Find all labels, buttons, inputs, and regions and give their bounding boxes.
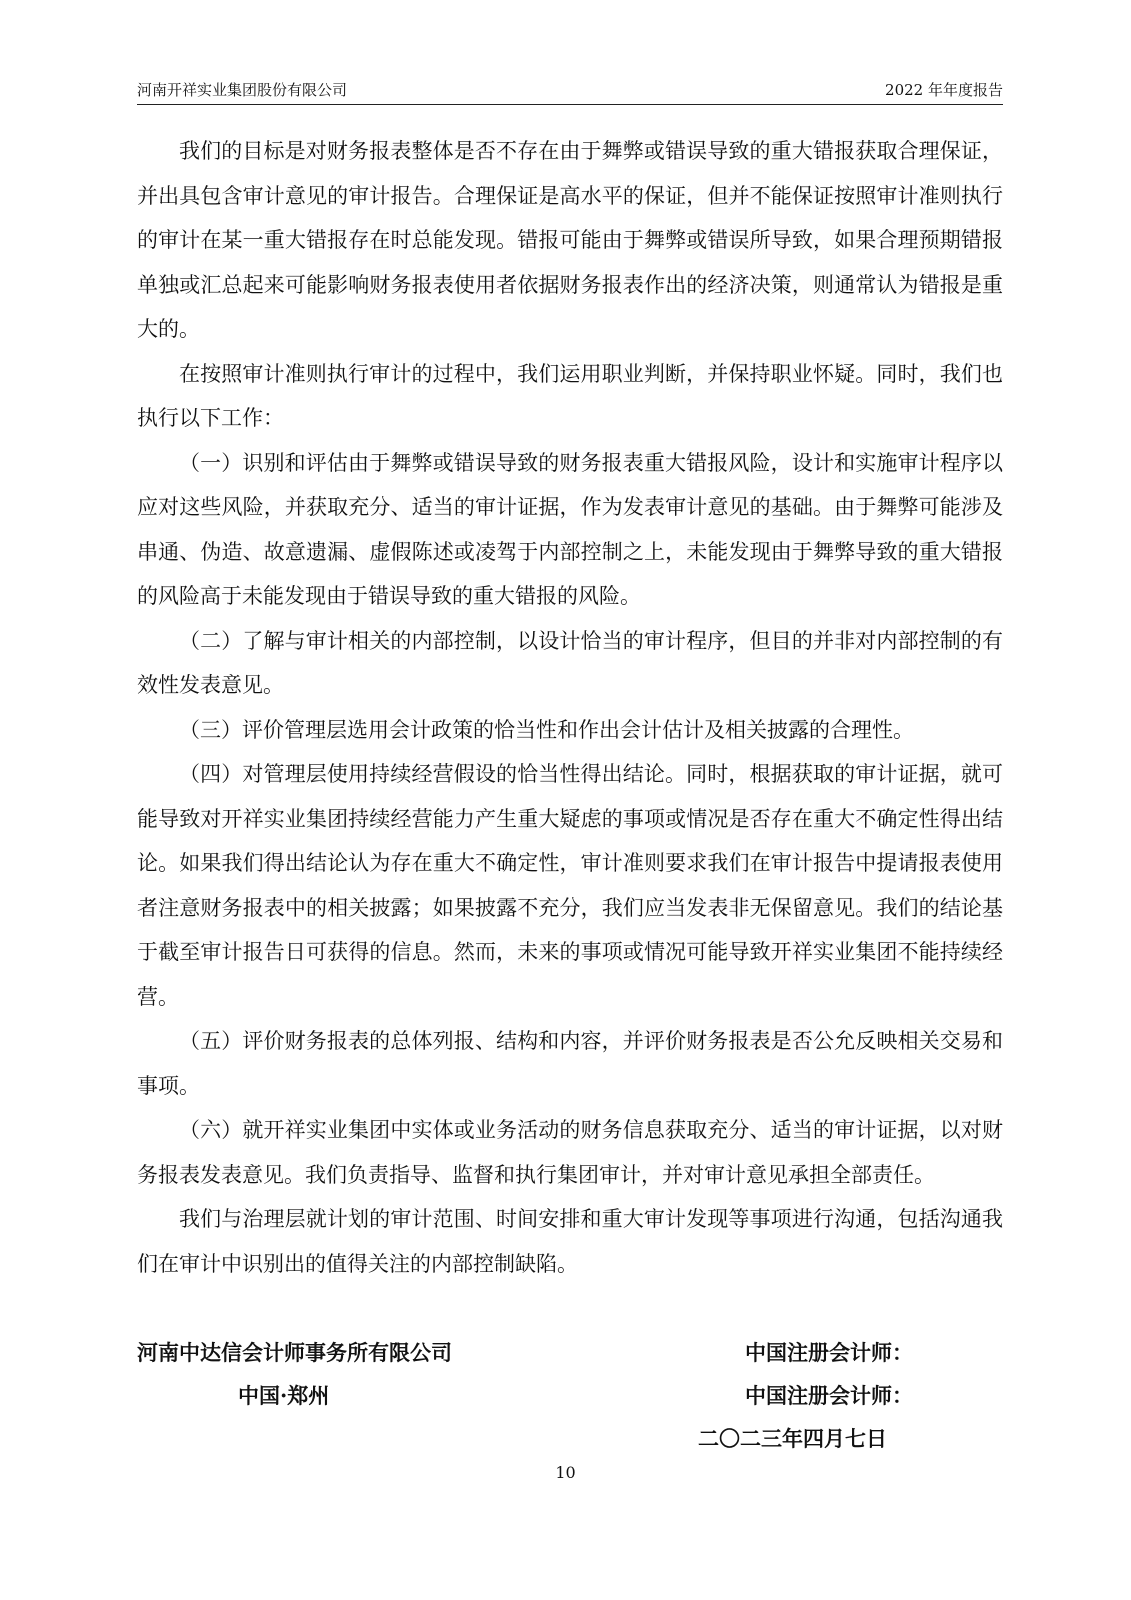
paragraph-item-2: （二）了解与审计相关的内部控制，以设计恰当的审计程序，但目的并非对内部控制的有效性发表意见。	[137, 628, 1003, 697]
paragraph-judgement: 在按照审计准则执行审计的过程中，我们运用职业判断，并保持职业怀疑。同时，我们也执行以下工作：	[137, 361, 1003, 430]
paragraph-item-3: （三）评价管理层选用会计政策的恰当性和作出会计估计及相关披露的合理性。	[179, 717, 914, 742]
report-body	[137, 129, 1003, 1286]
header-report-title: 2022 年年度报告	[885, 81, 1003, 99]
report-date: 二〇二三年四月七日	[698, 1426, 887, 1451]
paragraph-communication: 我们与治理层就计划的审计范围、时间安排和重大审计发现等事项进行沟通，包括沟通我们在审计中识别出的值得关注的内部控制缺陷。	[137, 1207, 1003, 1276]
paragraph-item-1: （一）识别和评估由于舞弊或错误导致的财务报表重大错报风险，设计和实施审计程序以应对这些风险，并获取充分、适当的审计证据，作为发表审计意见的基础。由于舞弊可能涉及串通、伪造、故意遗漏、虚假陈述或凌驾于内部控制之上，未能发现由于舞弊导致的重大错报的风险高于未能发现由于错误导致的重大错报的风险。	[137, 450, 1003, 608]
page-header	[137, 78, 1003, 105]
paragraph-item-6: （六）就开祥实业集团中实体或业务活动的财务信息获取充分、适当的审计证据，以对财务报表发表意见。我们负责指导、监督和执行集团审计，并对审计意见承担全部责任。	[137, 1118, 1003, 1187]
audit-firm-name: 河南中达信会计师事务所有限公司	[137, 1340, 452, 1365]
audit-firm-city: 中国·郑州	[238, 1383, 330, 1408]
paragraph-objective: 我们的目标是对财务报表整体是否不存在由于舞弊或错误导致的重大错报获取合理保证，并出具包含审计意见的审计报告。合理保证是高水平的保证，但并不能保证按照审计准则执行的审计在某一重大错报存在时总能发现。错报可能由于舞弊或错误所导致，如果合理预期错报单独或汇总起来可能影响财务报表使用者依据财务报表作出的经济决策，则通常认为错报是重大的。	[137, 139, 1003, 341]
cpa-signature-1: 中国注册会计师：	[745, 1340, 913, 1365]
cpa-signature-2: 中国注册会计师：	[745, 1383, 913, 1408]
paragraph-item-4: （四）对管理层使用持续经营假设的恰当性得出结论。同时，根据获取的审计证据，就可能导致对开祥实业集团持续经营能力产生重大疑虑的事项或情况是否存在重大不确定性得出结论。如果我们得出结论认为存在重大不确定性，审计准则要求我们在审计报告中提请报表使用者注意财务报表中的相关披露；如果披露不充分，我们应当发表非无保留意见。我们的结论基于截至审计报告日可获得的信息。然而，未来的事项或情况可能导致开祥实业集团不能持续经营。	[137, 762, 1003, 1009]
header-company-name: 河南开祥实业集团股份有限公司	[137, 81, 348, 99]
page-number: 10	[555, 1463, 576, 1482]
paragraph-item-5: （五）评价财务报表的总体列报、结构和内容，并评价财务报表是否公允反映相关交易和事项。	[137, 1029, 1003, 1098]
